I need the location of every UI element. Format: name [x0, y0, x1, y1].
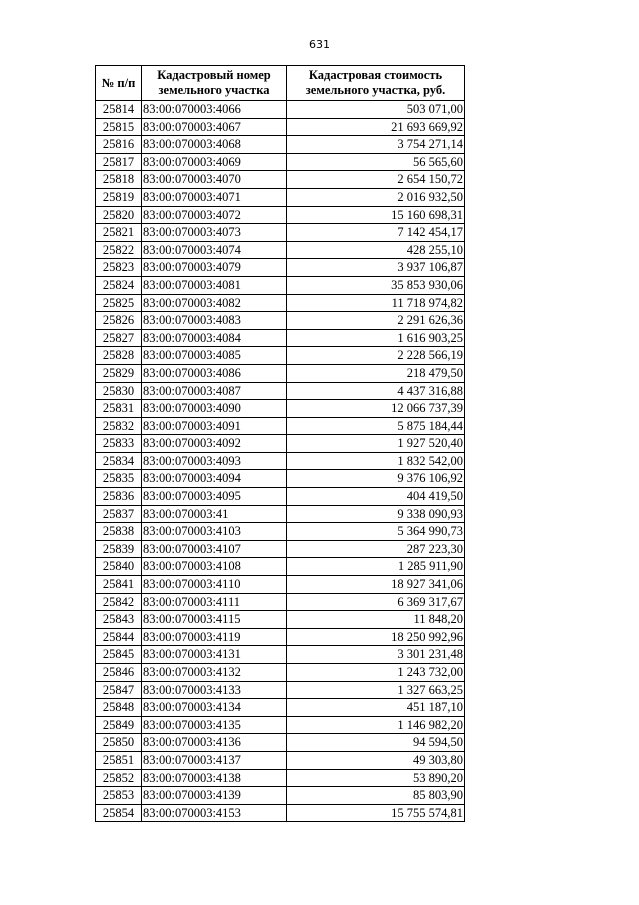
cadastral-value-cell: 1 146 982,20 — [287, 716, 465, 734]
row-number-cell: 25838 — [96, 523, 142, 541]
table-body — [96, 101, 465, 822]
cadastral-value-cell: 56 565,60 — [287, 153, 465, 171]
cadastral-number-cell: 83:00:070003:4115 — [142, 611, 287, 629]
cadastral-number-cell: 83:00:070003:4134 — [142, 699, 287, 717]
table-row — [96, 136, 465, 154]
cadastral-value-cell: 3 754 271,14 — [287, 136, 465, 154]
row-number-cell: 25819 — [96, 188, 142, 206]
cadastral-number-cell: 83:00:070003:41 — [142, 505, 287, 523]
cadastral-number-cell: 83:00:070003:4135 — [142, 716, 287, 734]
row-number-cell: 25854 — [96, 804, 142, 822]
table-row — [96, 382, 465, 400]
cadastral-number-cell: 83:00:070003:4069 — [142, 153, 287, 171]
row-number-cell: 25841 — [96, 576, 142, 594]
row-number-cell: 25833 — [96, 435, 142, 453]
row-number-cell: 25853 — [96, 787, 142, 805]
table-row — [96, 576, 465, 594]
table-row — [96, 681, 465, 699]
cadastral-number-cell: 83:00:070003:4093 — [142, 452, 287, 470]
table-row — [96, 118, 465, 136]
table-row — [96, 470, 465, 488]
table-row — [96, 664, 465, 682]
table-row — [96, 188, 465, 206]
cadastral-number-cell: 83:00:070003:4095 — [142, 488, 287, 506]
row-number-cell: 25845 — [96, 646, 142, 664]
cadastral-number-cell: 83:00:070003:4137 — [142, 751, 287, 769]
cadastral-number-cell: 83:00:070003:4138 — [142, 769, 287, 787]
row-number-cell: 25851 — [96, 751, 142, 769]
cadastral-number-cell: 83:00:070003:4153 — [142, 804, 287, 822]
table-row — [96, 611, 465, 629]
table-row — [96, 417, 465, 435]
cadastral-value-cell: 3 301 231,48 — [287, 646, 465, 664]
cadastral-value-cell: 15 755 574,81 — [287, 804, 465, 822]
cadastral-value-cell: 4 437 316,88 — [287, 382, 465, 400]
cadastral-value-cell: 53 890,20 — [287, 769, 465, 787]
cadastral-value-cell: 2 228 566,19 — [287, 347, 465, 365]
cadastral-value-cell: 1 243 732,00 — [287, 664, 465, 682]
cadastral-value-cell: 287 223,30 — [287, 540, 465, 558]
cadastral-number-cell: 83:00:070003:4081 — [142, 276, 287, 294]
cadastral-number-cell: 83:00:070003:4108 — [142, 558, 287, 576]
cadastral-number-cell: 83:00:070003:4083 — [142, 312, 287, 330]
header-row-number: № п/п — [96, 66, 142, 101]
table-row — [96, 400, 465, 418]
table-row — [96, 751, 465, 769]
cadastral-number-cell: 83:00:070003:4087 — [142, 382, 287, 400]
cadastral-number-cell: 83:00:070003:4136 — [142, 734, 287, 752]
header-cadastral-number: Кадастровый номер земельного участка — [142, 66, 287, 101]
cadastral-value-cell: 12 066 737,39 — [287, 400, 465, 418]
cadastral-number-cell: 83:00:070003:4074 — [142, 241, 287, 259]
cadastral-number-cell: 83:00:070003:4111 — [142, 593, 287, 611]
cadastral-value-cell: 1 285 911,90 — [287, 558, 465, 576]
cadastral-value-cell: 15 160 698,31 — [287, 206, 465, 224]
row-number-cell: 25822 — [96, 241, 142, 259]
table-row — [96, 206, 465, 224]
table-row — [96, 259, 465, 277]
row-number-cell: 25827 — [96, 329, 142, 347]
row-number-cell: 25814 — [96, 101, 142, 119]
cadastral-number-cell: 83:00:070003:4133 — [142, 681, 287, 699]
row-number-cell: 25846 — [96, 664, 142, 682]
cadastral-value-cell: 85 803,90 — [287, 787, 465, 805]
table-row — [96, 435, 465, 453]
row-number-cell: 25816 — [96, 136, 142, 154]
cadastral-number-cell: 83:00:070003:4094 — [142, 470, 287, 488]
row-number-cell: 25834 — [96, 452, 142, 470]
cadastral-value-cell: 94 594,50 — [287, 734, 465, 752]
cadastral-number-cell: 83:00:070003:4092 — [142, 435, 287, 453]
cadastral-value-cell: 1 927 520,40 — [287, 435, 465, 453]
table-row — [96, 101, 465, 119]
cadastral-number-cell: 83:00:070003:4084 — [142, 329, 287, 347]
cadastral-number-cell: 83:00:070003:4139 — [142, 787, 287, 805]
cadastral-value-cell: 2 016 932,50 — [287, 188, 465, 206]
row-number-cell: 25820 — [96, 206, 142, 224]
cadastral-value-cell: 18 927 341,06 — [287, 576, 465, 594]
table-row — [96, 364, 465, 382]
cadastral-number-cell: 83:00:070003:4110 — [142, 576, 287, 594]
table-row — [96, 347, 465, 365]
cadastral-value-cell: 218 479,50 — [287, 364, 465, 382]
row-number-cell: 25839 — [96, 540, 142, 558]
table-row — [96, 787, 465, 805]
cadastral-value-cell: 18 250 992,96 — [287, 628, 465, 646]
page-number: 631 — [309, 38, 330, 51]
cadastral-value-cell: 5 364 990,73 — [287, 523, 465, 541]
row-number-cell: 25847 — [96, 681, 142, 699]
table-row — [96, 699, 465, 717]
cadastral-value-cell: 49 303,80 — [287, 751, 465, 769]
table-row — [96, 171, 465, 189]
cadastral-value-cell: 21 693 669,92 — [287, 118, 465, 136]
cadastral-number-cell: 83:00:070003:4090 — [142, 400, 287, 418]
row-number-cell: 25817 — [96, 153, 142, 171]
row-number-cell: 25824 — [96, 276, 142, 294]
table-row — [96, 646, 465, 664]
table-row — [96, 241, 465, 259]
table-row — [96, 558, 465, 576]
cadastral-number-cell: 83:00:070003:4070 — [142, 171, 287, 189]
header-cadastral-value: Кадастровая стоимость земельного участка, руб. — [287, 66, 465, 101]
row-number-cell: 25815 — [96, 118, 142, 136]
cadastral-value-cell: 2 291 626,36 — [287, 312, 465, 330]
cadastral-value-cell: 6 369 317,67 — [287, 593, 465, 611]
row-number-cell: 25821 — [96, 224, 142, 242]
cadastral-number-cell: 83:00:070003:4085 — [142, 347, 287, 365]
cadastral-number-cell: 83:00:070003:4086 — [142, 364, 287, 382]
table-row — [96, 488, 465, 506]
cadastral-value-cell: 451 187,10 — [287, 699, 465, 717]
cadastral-number-cell: 83:00:070003:4067 — [142, 118, 287, 136]
row-number-cell: 25828 — [96, 347, 142, 365]
row-number-cell: 25844 — [96, 628, 142, 646]
row-number-cell: 25830 — [96, 382, 142, 400]
cadastral-value-cell: 1 327 663,25 — [287, 681, 465, 699]
table-row — [96, 804, 465, 822]
row-number-cell: 25829 — [96, 364, 142, 382]
cadastral-value-cell: 428 255,10 — [287, 241, 465, 259]
cadastral-value-cell: 1 616 903,25 — [287, 329, 465, 347]
table-row — [96, 734, 465, 752]
cadastral-value-cell: 7 142 454,17 — [287, 224, 465, 242]
table-row — [96, 540, 465, 558]
cadastral-value-cell: 2 654 150,72 — [287, 171, 465, 189]
row-number-cell: 25832 — [96, 417, 142, 435]
cadastral-value-cell: 3 937 106,87 — [287, 259, 465, 277]
cadastral-number-cell: 83:00:070003:4091 — [142, 417, 287, 435]
row-number-cell: 25826 — [96, 312, 142, 330]
row-number-cell: 25837 — [96, 505, 142, 523]
row-number-cell: 25850 — [96, 734, 142, 752]
cadastral-value-cell: 35 853 930,06 — [287, 276, 465, 294]
row-number-cell: 25848 — [96, 699, 142, 717]
table-row — [96, 452, 465, 470]
row-number-cell: 25825 — [96, 294, 142, 312]
row-number-cell: 25840 — [96, 558, 142, 576]
cadastral-value-cell: 9 338 090,93 — [287, 505, 465, 523]
row-number-cell: 25852 — [96, 769, 142, 787]
table-header-row — [96, 66, 465, 101]
row-number-cell: 25843 — [96, 611, 142, 629]
cadastral-value-cell: 404 419,50 — [287, 488, 465, 506]
cadastral-value-cell: 11 848,20 — [287, 611, 465, 629]
cadastral-value-cell: 5 875 184,44 — [287, 417, 465, 435]
cadastral-number-cell: 83:00:070003:4082 — [142, 294, 287, 312]
cadastral-number-cell: 83:00:070003:4103 — [142, 523, 287, 541]
row-number-cell: 25818 — [96, 171, 142, 189]
row-number-cell: 25831 — [96, 400, 142, 418]
table-row — [96, 505, 465, 523]
cadastral-number-cell: 83:00:070003:4079 — [142, 259, 287, 277]
table-row — [96, 312, 465, 330]
table-row — [96, 224, 465, 242]
table-row — [96, 153, 465, 171]
row-number-cell: 25849 — [96, 716, 142, 734]
cadastral-value-cell: 11 718 974,82 — [287, 294, 465, 312]
table-row — [96, 769, 465, 787]
table-row — [96, 523, 465, 541]
cadastral-number-cell: 83:00:070003:4132 — [142, 664, 287, 682]
cadastral-number-cell: 83:00:070003:4066 — [142, 101, 287, 119]
cadastral-number-cell: 83:00:070003:4073 — [142, 224, 287, 242]
cadastral-value-table — [95, 65, 465, 822]
cadastral-number-cell: 83:00:070003:4072 — [142, 206, 287, 224]
row-number-cell: 25836 — [96, 488, 142, 506]
table-row — [96, 716, 465, 734]
cadastral-number-cell: 83:00:070003:4131 — [142, 646, 287, 664]
table-row — [96, 294, 465, 312]
cadastral-number-cell: 83:00:070003:4068 — [142, 136, 287, 154]
cadastral-value-cell: 1 832 542,00 — [287, 452, 465, 470]
table-row — [96, 329, 465, 347]
table-row — [96, 628, 465, 646]
table-row — [96, 276, 465, 294]
row-number-cell: 25823 — [96, 259, 142, 277]
table-row — [96, 593, 465, 611]
cadastral-value-cell: 503 071,00 — [287, 101, 465, 119]
cadastral-value-cell: 9 376 106,92 — [287, 470, 465, 488]
cadastral-number-cell: 83:00:070003:4107 — [142, 540, 287, 558]
cadastral-number-cell: 83:00:070003:4119 — [142, 628, 287, 646]
row-number-cell: 25835 — [96, 470, 142, 488]
row-number-cell: 25842 — [96, 593, 142, 611]
cadastral-number-cell: 83:00:070003:4071 — [142, 188, 287, 206]
